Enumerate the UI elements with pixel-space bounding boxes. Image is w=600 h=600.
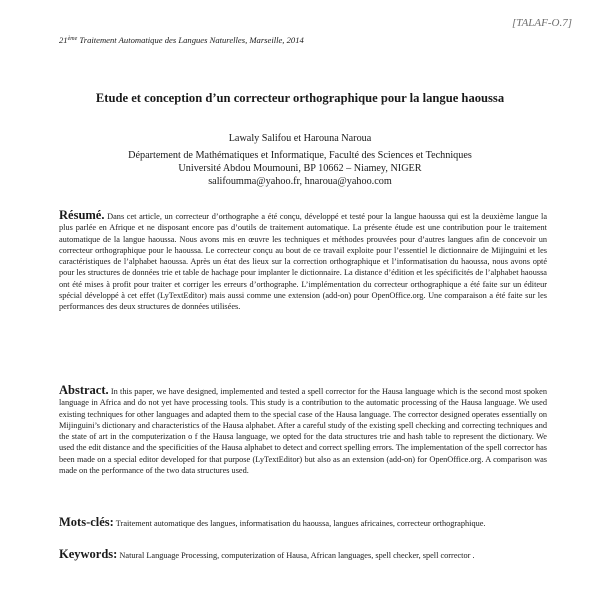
paper-authors: Lawaly Salifou et Harouna Naroua [228,133,372,144]
conf-ordinal-suffix: ème [67,36,78,42]
affiliation-block [0,149,600,188]
resume-section [59,210,547,313]
resume-heading: Résumé. [59,208,105,222]
running-header [59,35,304,45]
paper-title: Etude et conception d’un correcteur orthographique pour la langue haoussa [95,91,505,105]
conf-ordinal: 21 [59,35,68,45]
affiliation-department: Département de Mathématiques et Informatique, Faculté des Sciences et Techniques [128,150,472,161]
affiliation-university: Université Abdou Moumouni, BP 10662 – Niamey, NIGER [178,163,422,174]
conf-title: Traitement Automatique des Langues Naturelles, Marseille, 2014 [77,35,304,45]
keywords-section [59,549,547,561]
abstract-section [59,385,547,476]
abstract-text: In this paper, we have designed, implemented and tested a spell corrector for the Hausa language which is the second most spoken language in Africa and do not yet have processing tools. This study is a contribution to the automatic processing of the Hausa language. We used existing techniques for other languages and adapted them to the special case of the Hausa language. The corrector designed operates essentially on Mijinguini’s dictionary and characteristics of the Hausa alphabet. After a careful study of the existing spell checking and correcting techniques and the state of art in the computerization o f the Hausa language, we opted for the data structures trie and hash table to represent the dictionary. We used the edit distance and the specificities of the Hausa alphabet to detect and correct spelling errors. The implementation of the spell corrector has been made on a special editor developed for that purpose (LyTextEditor) but also as an extension (add-on) for OpenOffice.org. A comparison was made on the performance of the two data structures used. [59,387,547,476]
abstract-heading: Abstract. [59,383,109,397]
resume-text: Dans cet article, un correcteur d’orthographe a été conçu, développé et testé pour la langue haoussa qui est la deuxième langue la plus parlée en Afrique et ne disposant encore pas d’outils de traitement automatique. La présente étude est une contribution pour le traitement automatique de la langue haoussa. Nous avons mis en œuvre les techniques et méthodes prouvées pour d’autres langues afin de concevoir un correcteur orthographique pour le haoussa. Le correcteur conçu au bout de ce travail exploite pour l’essentiel le dictionnaire de Mijinguini et les caractéristiques de l’alphabet haoussa. Après un état des lieux sur la correction orthographique et l’informatisation du haoussa, nous avons opté pour les structures de données trie et table de hachage pour implanter le dictionnaire. La distance d’édition et les spécificités de l’alphabet haoussa ont été mises à profit pour traiter et corriger les erreurs d’orthographe. L’implémentation du correcteur orthographique a été faite sur un éditeur spécial développé à cet effet (LyTextEditor) mais aussi comme une extension (add-on) pour OpenOffice.org. Une comparaison a été faite sur les performances des deux structures de données utilisées. [59,212,548,312]
motscles-heading: Mots-clés: [59,515,114,529]
motscles-section [59,517,547,529]
keywords-text: Natural Language Processing, computerization of Hausa, African languages, spell checker, spell corrector . [119,551,475,560]
motscles-text: Traitement automatique des langues, informatisation du haoussa, langues africaines, correcteur orthographique. [115,519,486,528]
paper-ref-tag: [TALAF-O.7] [512,17,572,29]
keywords-heading: Keywords: [59,547,118,561]
author-emails: salifoumma@yahoo.fr, hnaroua@yahoo.com [208,176,392,187]
